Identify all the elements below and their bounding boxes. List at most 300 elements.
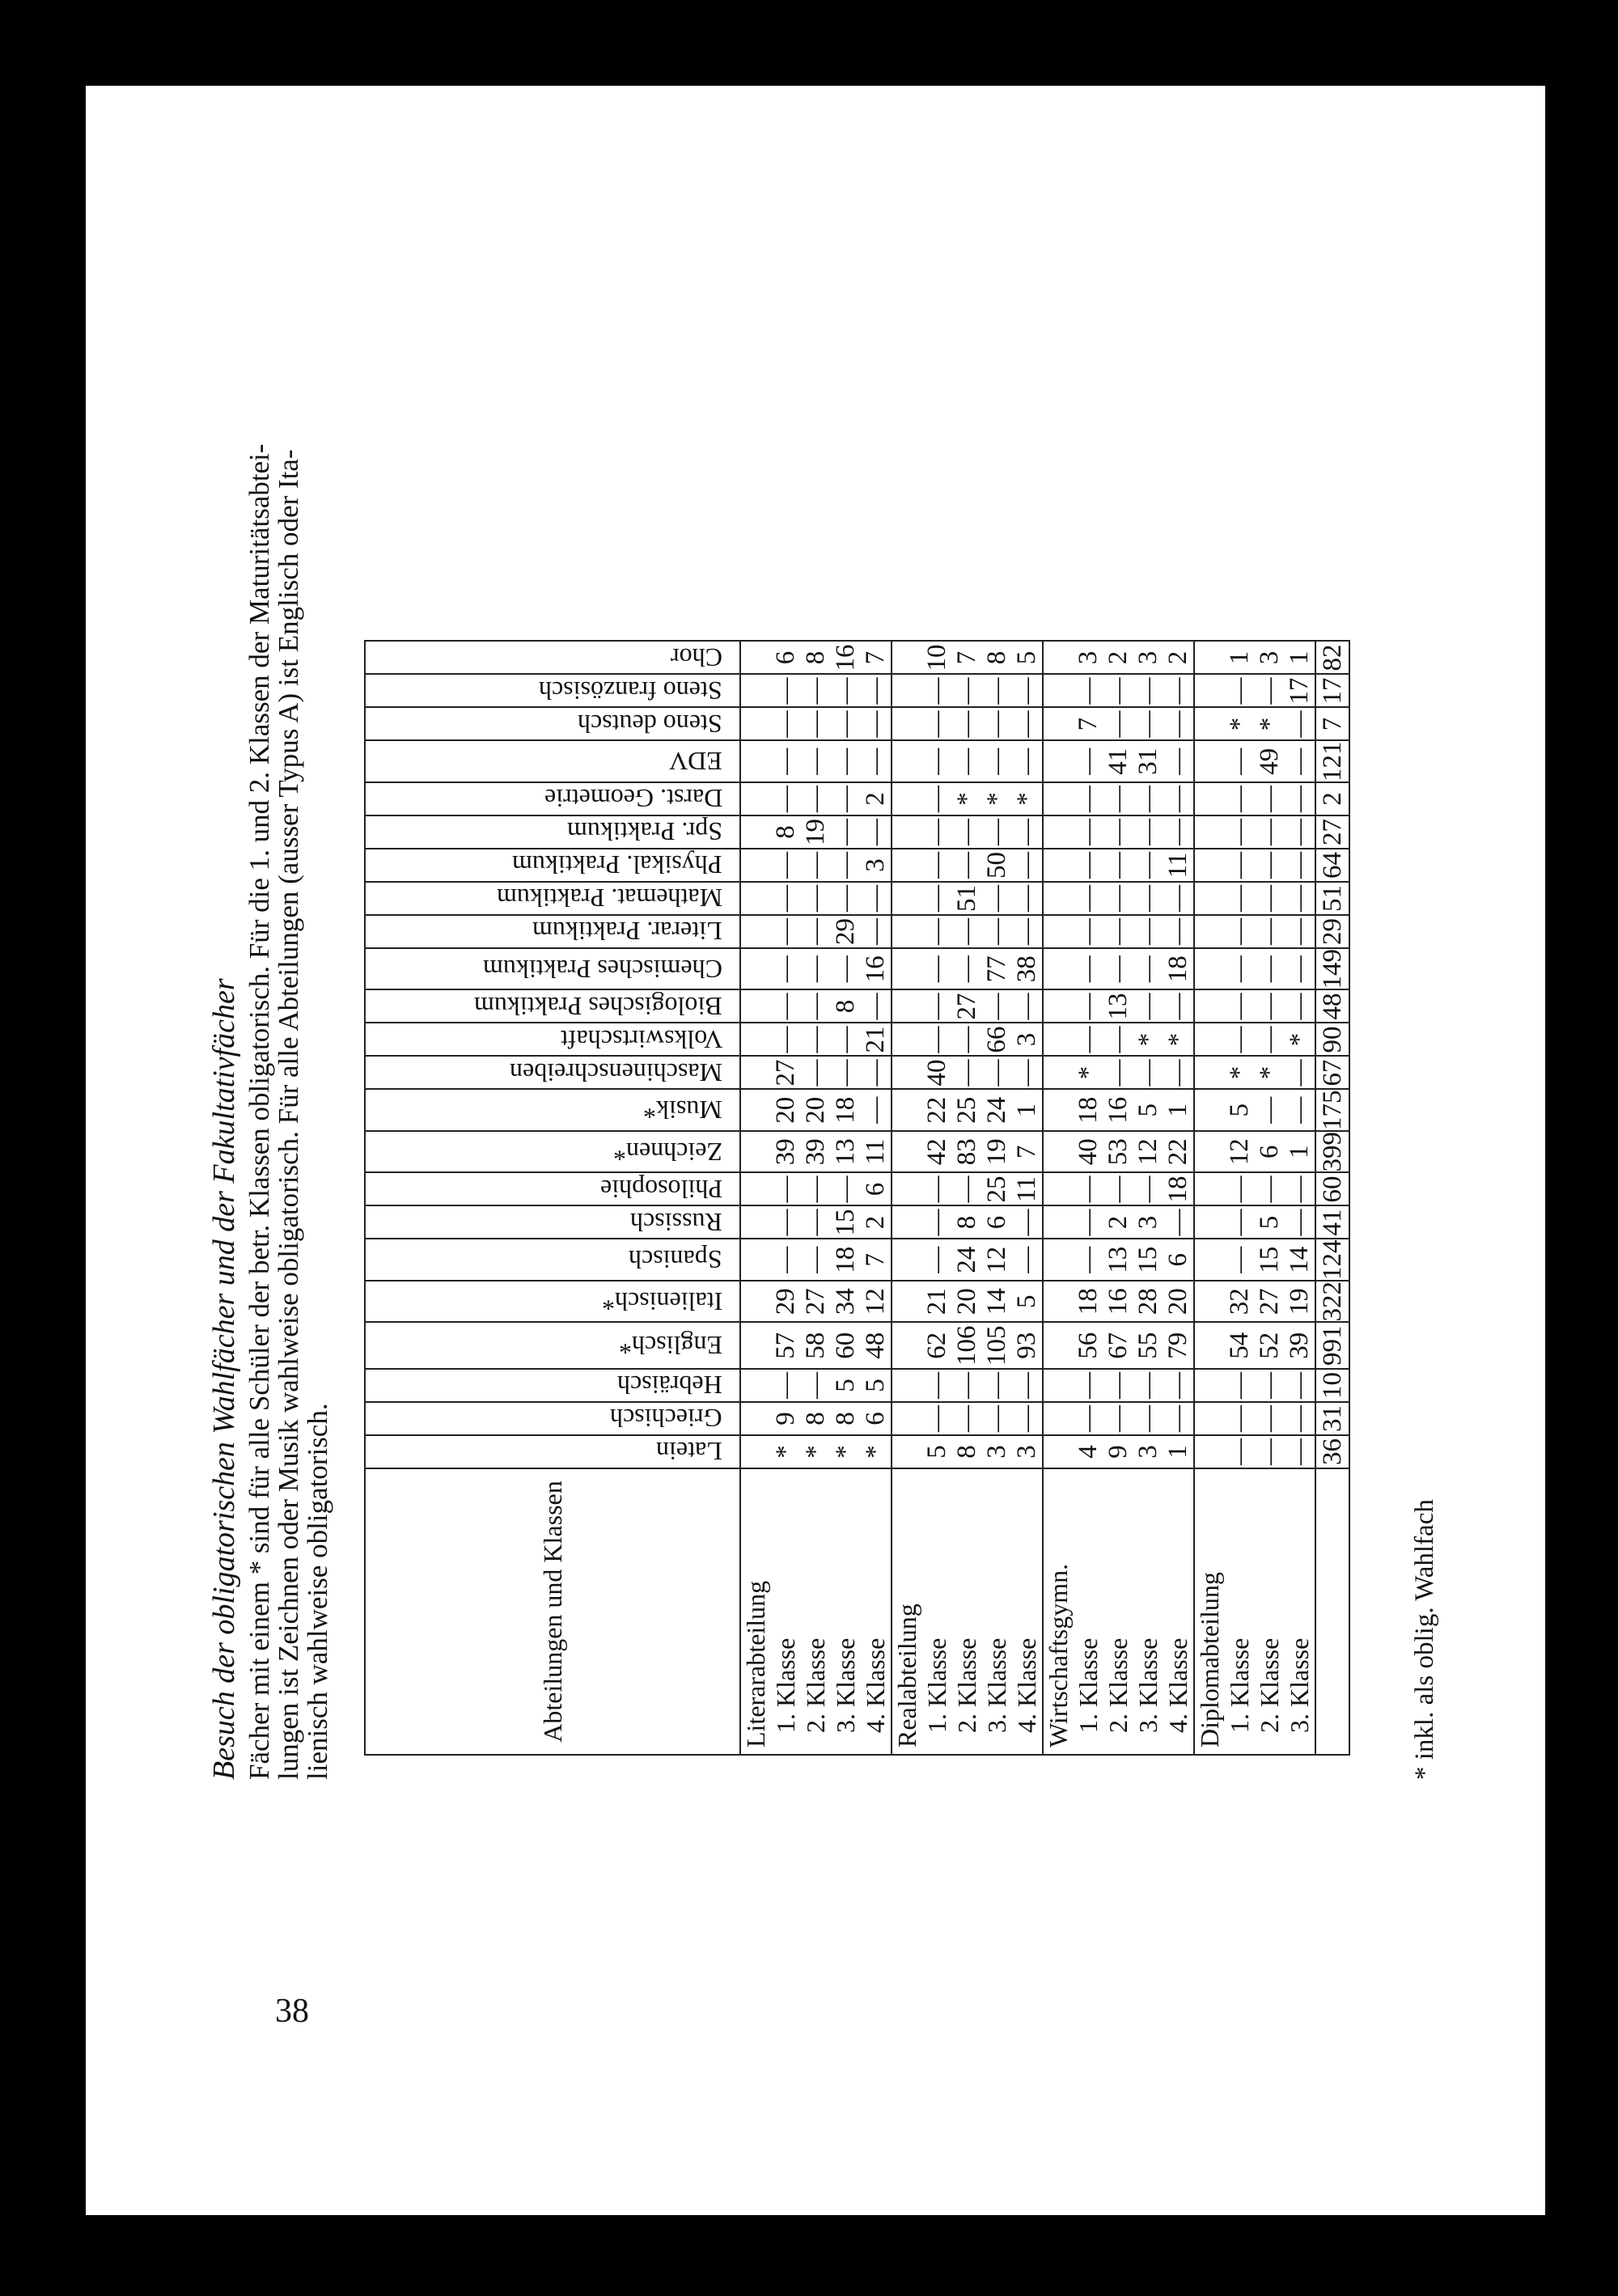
class-label: 2. Klasse <box>952 1637 981 1733</box>
total-cell: 60 <box>1315 1173 1349 1206</box>
department-name: Literarabteilung <box>741 1580 770 1747</box>
column-header <box>365 1206 740 1239</box>
value-cell <box>1194 1057 1315 1090</box>
spacer <box>741 1134 771 1170</box>
value-cell <box>1043 708 1194 741</box>
cell-value: — <box>1074 786 1103 812</box>
value-cell <box>1043 990 1194 1023</box>
cell-value: 15 <box>1133 1246 1163 1273</box>
cell-value: 13 <box>1103 1246 1133 1273</box>
cell-value: 3 <box>1133 650 1163 665</box>
cell-value: 29 <box>771 1288 800 1315</box>
cell-value: 3 <box>1133 1215 1163 1230</box>
cell-value: — <box>1074 1405 1103 1432</box>
cell-value: — <box>1163 748 1192 775</box>
column-header-label: Steno deutsch <box>578 710 722 739</box>
cell-value: 1 <box>1163 1104 1192 1117</box>
cell-value: — <box>1012 1246 1041 1273</box>
cell-value: — <box>952 1405 981 1432</box>
cell-value: — <box>861 1096 890 1124</box>
cell-value: — <box>1285 993 1314 1020</box>
value-cell <box>1043 1239 1194 1281</box>
value-cell <box>1043 1023 1194 1057</box>
column-header-label: Englisch* <box>619 1331 722 1361</box>
cell-value: — <box>952 1026 981 1053</box>
column-header <box>365 708 740 741</box>
cell-value: — <box>801 1176 830 1203</box>
cell-value: 16 <box>1103 1288 1133 1315</box>
cell-value: — <box>831 1059 860 1087</box>
cell-value: — <box>922 1405 951 1432</box>
spacer <box>892 1326 922 1366</box>
cell-value: — <box>801 852 830 879</box>
cell-value: 19 <box>982 1138 1011 1166</box>
cell-value: — <box>861 677 890 705</box>
column-header <box>365 675 740 708</box>
cell-value: — <box>771 1372 800 1399</box>
value-cell <box>1043 948 1194 990</box>
column-header-label: Chor <box>671 643 722 672</box>
value-cell <box>1194 642 1315 675</box>
cell-value: — <box>1074 852 1103 879</box>
cell-value: — <box>801 710 830 738</box>
cell-value: — <box>1074 819 1103 845</box>
total-cell: 175 <box>1315 1090 1349 1132</box>
cell-value: * <box>1163 1032 1192 1047</box>
cell-value: — <box>1225 1438 1254 1465</box>
cell-value: 58 <box>801 1332 830 1359</box>
cell-value: — <box>771 786 800 812</box>
value-cell <box>1043 815 1194 849</box>
value-cell <box>892 1281 1043 1323</box>
spacer <box>1195 1438 1225 1465</box>
cell-value: — <box>831 885 860 912</box>
cell-value: — <box>1074 1246 1103 1273</box>
cell-value: — <box>922 955 951 983</box>
total-cell: 51 <box>1315 882 1349 915</box>
cell-value: 42 <box>922 1138 951 1166</box>
value-cell <box>740 1369 892 1402</box>
cell-value: 12 <box>1133 1138 1163 1166</box>
value-cell <box>1043 782 1194 815</box>
totals-row <box>1315 642 1349 1756</box>
spacer <box>1195 1093 1225 1129</box>
cell-value: — <box>1285 1372 1314 1399</box>
total-cell: 7 <box>1315 708 1349 741</box>
spacer <box>892 1134 922 1170</box>
spacer <box>741 1326 771 1366</box>
page-title: Besuch der obligatorischen Wahlfächer und der Fakultativfächer <box>207 978 241 1780</box>
spacer <box>1044 819 1074 845</box>
value-cell <box>892 1090 1043 1132</box>
total-cell: 48 <box>1315 990 1349 1023</box>
cell-value: — <box>771 1209 800 1236</box>
cell-value: — <box>771 710 800 738</box>
cell-value: * <box>1255 1065 1284 1080</box>
cell-value: 19 <box>801 819 830 845</box>
cell-value: 56 <box>1074 1332 1103 1359</box>
cell-value: 54 <box>1225 1332 1254 1359</box>
value-cell <box>1043 1402 1194 1435</box>
intro-text <box>245 275 332 1780</box>
spacer <box>892 1093 922 1129</box>
page-number: 38 <box>275 1993 309 2030</box>
cell-value: — <box>922 1176 951 1203</box>
spacer <box>1195 1243 1225 1278</box>
cell-value: 20 <box>952 1288 981 1315</box>
value-cell <box>1194 815 1315 849</box>
cell-value: — <box>1103 677 1133 705</box>
cell-value: — <box>1074 993 1103 1020</box>
cell-value: — <box>1285 1096 1314 1124</box>
spacer <box>1195 885 1225 912</box>
spacer <box>741 1060 771 1087</box>
spacer <box>1195 852 1225 879</box>
spacer <box>741 819 771 845</box>
column-header-label: Mathemat. Praktikum <box>496 883 722 913</box>
cell-value: 18 <box>831 1246 860 1273</box>
cell-value: * <box>1133 1032 1163 1047</box>
cell-value: — <box>1103 786 1133 812</box>
cell-value: — <box>1133 885 1163 912</box>
total-cell: 10 <box>1315 1369 1349 1402</box>
cell-value: — <box>1255 1026 1284 1053</box>
cell-value: — <box>1225 748 1254 775</box>
value-cell <box>1194 1173 1315 1206</box>
value-cell <box>740 990 892 1023</box>
value-cell <box>1194 1323 1315 1370</box>
spacer <box>1195 744 1225 780</box>
total-cell: 31 <box>1315 1402 1349 1435</box>
cell-value: 17 <box>1285 677 1314 705</box>
cell-value: — <box>1255 885 1284 912</box>
cell-value: — <box>952 748 981 775</box>
cell-value: * <box>1255 717 1284 731</box>
cell-value: — <box>1285 1405 1314 1432</box>
section-label-cell <box>740 1468 892 1755</box>
spacer <box>1195 645 1225 671</box>
cell-value: — <box>1012 1405 1041 1432</box>
spacer <box>1195 1134 1225 1170</box>
cell-value: — <box>1163 819 1192 845</box>
cell-value: 20 <box>771 1096 800 1124</box>
value-cell <box>1194 1206 1315 1239</box>
cell-value: 12 <box>861 1288 890 1315</box>
total-cell: 124 <box>1315 1239 1349 1281</box>
value-cell <box>892 815 1043 849</box>
cell-value: — <box>952 819 981 845</box>
cell-value: 18 <box>831 1096 860 1124</box>
cell-value: 27 <box>952 993 981 1020</box>
cell-value: * <box>1285 1032 1314 1047</box>
cell-value: 25 <box>952 1096 981 1124</box>
column-header <box>365 642 740 675</box>
column-header <box>365 1023 740 1057</box>
spacer <box>892 1209 922 1236</box>
cell-value: — <box>1074 1372 1103 1399</box>
cell-value: 62 <box>922 1332 951 1359</box>
total-cell: 2 <box>1315 782 1349 815</box>
value-cell <box>740 1131 892 1173</box>
cell-value: * <box>771 1445 800 1459</box>
cell-value: * <box>982 792 1011 806</box>
cell-value: — <box>1255 918 1284 945</box>
cell-value: — <box>1255 955 1284 983</box>
cell-value: — <box>1133 1059 1163 1087</box>
spacer <box>892 744 922 780</box>
spacer <box>1195 993 1225 1020</box>
rotated-content <box>206 267 1444 1780</box>
spacer <box>1044 1209 1074 1236</box>
cell-value: 13 <box>1103 993 1133 1020</box>
value-cell <box>1043 1369 1194 1402</box>
cell-value: 9 <box>1103 1445 1133 1459</box>
cell-value: — <box>801 1209 830 1236</box>
cell-value: — <box>1133 852 1163 879</box>
cell-value: 52 <box>1255 1332 1284 1359</box>
total-cell: 17 <box>1315 675 1349 708</box>
cell-value: 6 <box>861 1412 890 1425</box>
value-cell <box>740 1323 892 1370</box>
spacer <box>741 1284 771 1320</box>
cell-value: 19 <box>1285 1288 1314 1315</box>
cell-value: — <box>952 677 981 705</box>
spacer <box>741 1405 771 1432</box>
section-label-cell <box>892 1468 1043 1755</box>
cell-value: — <box>952 918 981 945</box>
cell-value: 1 <box>1285 1145 1314 1159</box>
total-cell: 90 <box>1315 1023 1349 1057</box>
column-header-label: Maschinenschreiben <box>509 1058 722 1087</box>
cell-value: 27 <box>771 1059 800 1087</box>
cell-value: — <box>1225 819 1254 845</box>
column-header <box>365 1323 740 1370</box>
class-label: 2. Klasse <box>801 1637 830 1733</box>
total-cell: 67 <box>1315 1057 1349 1090</box>
class-label: 4. Klasse <box>1012 1637 1041 1733</box>
cell-value: — <box>1285 1176 1314 1203</box>
value-cell <box>1043 1090 1194 1132</box>
value-cell <box>1043 1323 1194 1370</box>
cell-value: — <box>1285 1209 1314 1236</box>
cell-value: 2 <box>1103 650 1133 665</box>
spacer <box>741 993 771 1020</box>
cell-value: — <box>801 677 830 705</box>
value-cell <box>740 1023 892 1057</box>
cell-value: — <box>861 710 890 738</box>
cell-value: 3 <box>1074 650 1103 665</box>
column-header <box>365 1173 740 1206</box>
value-cell <box>892 642 1043 675</box>
spacer <box>892 711 922 738</box>
cell-value: 22 <box>1163 1138 1192 1166</box>
cell-value: — <box>1012 748 1041 775</box>
spacer <box>1044 1134 1074 1170</box>
spacer <box>741 1176 771 1203</box>
value-cell <box>740 741 892 783</box>
class-label: 1. Klasse <box>771 1637 800 1733</box>
cell-value: 16 <box>861 955 890 983</box>
cell-value: — <box>922 819 951 845</box>
value-cell <box>1194 708 1315 741</box>
cell-value: 57 <box>771 1332 800 1359</box>
spacer <box>892 852 922 879</box>
cell-value: — <box>1133 786 1163 812</box>
cell-value: * <box>1225 1065 1254 1080</box>
cell-value: — <box>1103 1372 1133 1399</box>
cell-value: — <box>1074 677 1103 705</box>
column-header <box>365 815 740 849</box>
cell-value: — <box>1163 710 1192 738</box>
value-cell <box>1194 1239 1315 1281</box>
section-label-cell <box>1043 1468 1194 1755</box>
cell-value: — <box>1133 1405 1163 1432</box>
cell-value: 28 <box>1133 1288 1163 1315</box>
spacer <box>1044 711 1074 738</box>
spacer <box>1044 1176 1074 1203</box>
cell-value: 48 <box>861 1332 890 1359</box>
cell-value: — <box>1255 993 1284 1020</box>
value-cell <box>892 882 1043 915</box>
cell-value: 40 <box>922 1059 951 1087</box>
cell-value: 3 <box>1255 650 1284 665</box>
column-header-label: Physikal. Praktikum <box>512 850 722 880</box>
cell-value: 16 <box>1103 1096 1133 1124</box>
spacer <box>1044 1093 1074 1129</box>
cell-value: * <box>1074 1065 1103 1080</box>
cell-value: 4 <box>1074 1445 1103 1459</box>
value-cell <box>1194 1435 1315 1468</box>
value-cell <box>1194 948 1315 990</box>
spacer <box>892 918 922 945</box>
cell-value: 5 <box>1012 650 1041 665</box>
cell-value: 1 <box>1012 1104 1041 1117</box>
cell-value: 3 <box>1133 1445 1163 1459</box>
cell-value: * <box>861 1445 890 1459</box>
cell-value: 55 <box>1133 1332 1163 1359</box>
cell-value: — <box>922 786 951 812</box>
cell-value: — <box>952 1059 981 1087</box>
cell-value: — <box>801 1246 830 1273</box>
value-cell <box>740 708 892 741</box>
column-header-label: Russisch <box>630 1208 722 1237</box>
cell-value: — <box>1133 710 1163 738</box>
cell-value: 5 <box>922 1445 951 1459</box>
spacer <box>1044 1326 1074 1366</box>
column-header <box>365 849 740 882</box>
cell-value: — <box>1103 1176 1133 1203</box>
cell-value: 5 <box>861 1379 890 1392</box>
cell-value: 24 <box>952 1246 981 1273</box>
cell-value: — <box>801 1059 830 1087</box>
cell-value: 5 <box>1133 1104 1163 1117</box>
value-cell <box>892 675 1043 708</box>
cell-value: — <box>982 1405 1011 1432</box>
cell-value: — <box>1012 993 1041 1020</box>
total-cell: 399 <box>1315 1131 1349 1173</box>
spacer <box>1044 1405 1074 1432</box>
cell-value: — <box>1255 1096 1284 1124</box>
cell-value: — <box>922 677 951 705</box>
value-cell <box>892 1206 1043 1239</box>
cell-value: 2 <box>1163 650 1192 665</box>
value-cell <box>740 1435 892 1468</box>
class-label: 2. Klasse <box>1255 1637 1284 1733</box>
cell-value: — <box>771 955 800 983</box>
spacer <box>1044 786 1074 812</box>
value-cell <box>892 849 1043 882</box>
class-label: 3. Klasse <box>1285 1637 1314 1733</box>
spacer <box>1044 1372 1074 1399</box>
value-cell <box>1043 675 1194 708</box>
cell-value: — <box>1074 955 1103 983</box>
cell-value: 77 <box>982 955 1011 983</box>
cell-value: 31 <box>1133 748 1163 775</box>
cell-value: — <box>1012 918 1041 945</box>
value-cell <box>1194 675 1315 708</box>
cell-value: — <box>831 1176 860 1203</box>
cell-value: 40 <box>1074 1138 1103 1166</box>
cell-value: 11 <box>861 1138 890 1165</box>
spacer <box>892 786 922 812</box>
cell-value: — <box>1225 993 1254 1020</box>
class-label: 2. Klasse <box>1103 1637 1133 1733</box>
section-row <box>1194 642 1315 1756</box>
cell-value: — <box>952 852 981 879</box>
cell-value: — <box>801 786 830 812</box>
value-cell <box>740 882 892 915</box>
cell-value: — <box>1133 918 1163 945</box>
spacer <box>741 678 771 705</box>
cell-value: — <box>1133 1372 1163 1399</box>
total-cell: 991 <box>1315 1323 1349 1370</box>
cell-value: — <box>1225 677 1254 705</box>
cell-value: — <box>982 1372 1011 1399</box>
spacer <box>1044 1027 1074 1053</box>
value-cell <box>1194 882 1315 915</box>
value-cell <box>1043 1131 1194 1173</box>
cell-value: 9 <box>771 1412 800 1425</box>
value-cell <box>1194 782 1315 815</box>
cell-value: 8 <box>982 650 1011 665</box>
spacer <box>1195 1027 1225 1053</box>
cell-value: 6 <box>771 650 800 665</box>
cell-value: — <box>1103 819 1133 845</box>
cell-value: 79 <box>1163 1332 1192 1359</box>
spacer <box>741 1027 771 1053</box>
cell-value: 7 <box>861 1253 890 1267</box>
cell-value: 13 <box>831 1138 860 1166</box>
cell-value: — <box>1012 819 1041 845</box>
cell-value: — <box>922 918 951 945</box>
spacer <box>1044 1284 1074 1320</box>
cell-value: — <box>1163 885 1192 912</box>
cell-value: — <box>1225 955 1254 983</box>
value-cell <box>1194 915 1315 948</box>
spacer <box>1044 885 1074 912</box>
spacer <box>1195 1060 1225 1087</box>
spacer <box>741 1372 771 1399</box>
value-cell <box>1043 741 1194 783</box>
spacer <box>1195 1405 1225 1432</box>
spacer <box>1044 678 1074 705</box>
cell-value: — <box>1163 1059 1192 1087</box>
spacer <box>741 918 771 945</box>
spacer <box>892 1405 922 1432</box>
column-header-label: Literar. Praktikum <box>532 917 722 947</box>
elective-subjects-table <box>364 641 1350 1756</box>
value-cell <box>1194 1090 1315 1132</box>
